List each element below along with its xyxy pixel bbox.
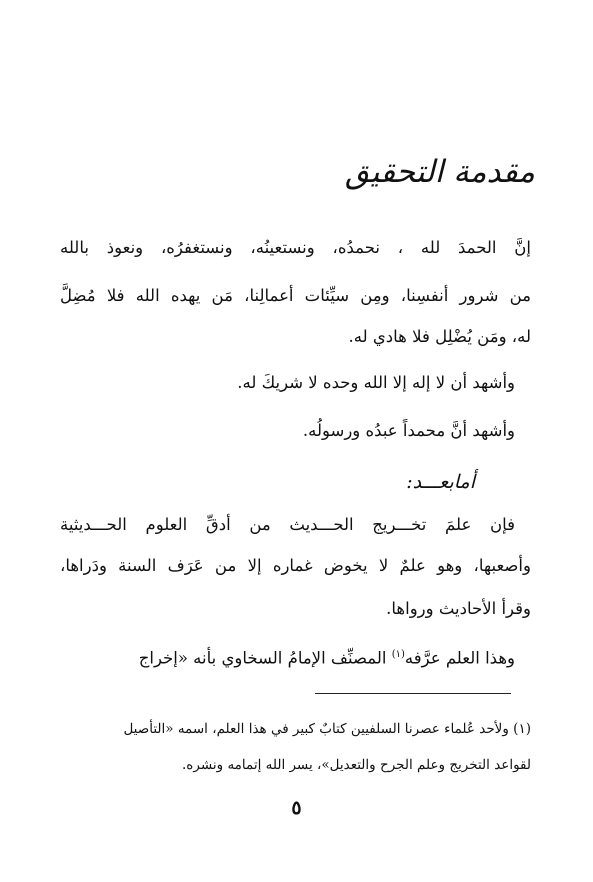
shahada-line-2: وأشهد أنَّ محمداً عبدُه ورسولُه. bbox=[302, 421, 515, 440]
page-title: مقدمة التحقيق bbox=[345, 154, 535, 190]
para1-line-1: فإن علمَ تخـــريج الحـــديث من أدقِّ العلوم الحـــديثية bbox=[60, 515, 515, 534]
section-subheading: أمابعـــد: bbox=[406, 471, 475, 493]
para1-line-3: وقرأ الأحاديث ورواها. bbox=[386, 599, 531, 618]
para2-line-1 bbox=[60, 644, 515, 670]
para1-line-2: وأصعبها، وهو علمٌ لا يخوض غماره إلا من عَرَف السنة ودَراها، bbox=[60, 556, 531, 575]
intro-line-3: له، ومَن يُضْلِل فلا هادي له. bbox=[348, 327, 531, 346]
para2-text-before: وهذا العلم عرَّفه bbox=[404, 648, 515, 668]
footnote-line-2: لقواعد التخريج وعلم الجرح والتعديل»، يسر الله إتمامه ونشره. bbox=[182, 757, 531, 773]
footnote-reference: (١) bbox=[391, 649, 405, 660]
footnote-divider bbox=[315, 693, 511, 694]
page-number: ٥ bbox=[291, 797, 302, 819]
para2-text-after: المصنِّف الإمامُ السخاوي بأنه «إخراج bbox=[138, 648, 392, 668]
footnote-line-1: (١) ولأحد عُلماء عصرنا السلفيين كتابٌ كبير في هذا العلم، اسمه «التأصيل bbox=[123, 721, 531, 737]
intro-line-1: إنَّ الحمدَ لله ، نحمدُه، ونستعينُه، ونستغفرُه، ونعوذ بالله bbox=[60, 238, 531, 257]
shahada-line-1: وأشهد أن لا إله إلا الله وحده لا شريكَ له. bbox=[237, 373, 515, 392]
intro-line-2: من شرور أنفسِنا، ومِن سيِّئات أعمالِنا، مَن يهده الله فلا مُضِلَّ bbox=[60, 286, 531, 305]
